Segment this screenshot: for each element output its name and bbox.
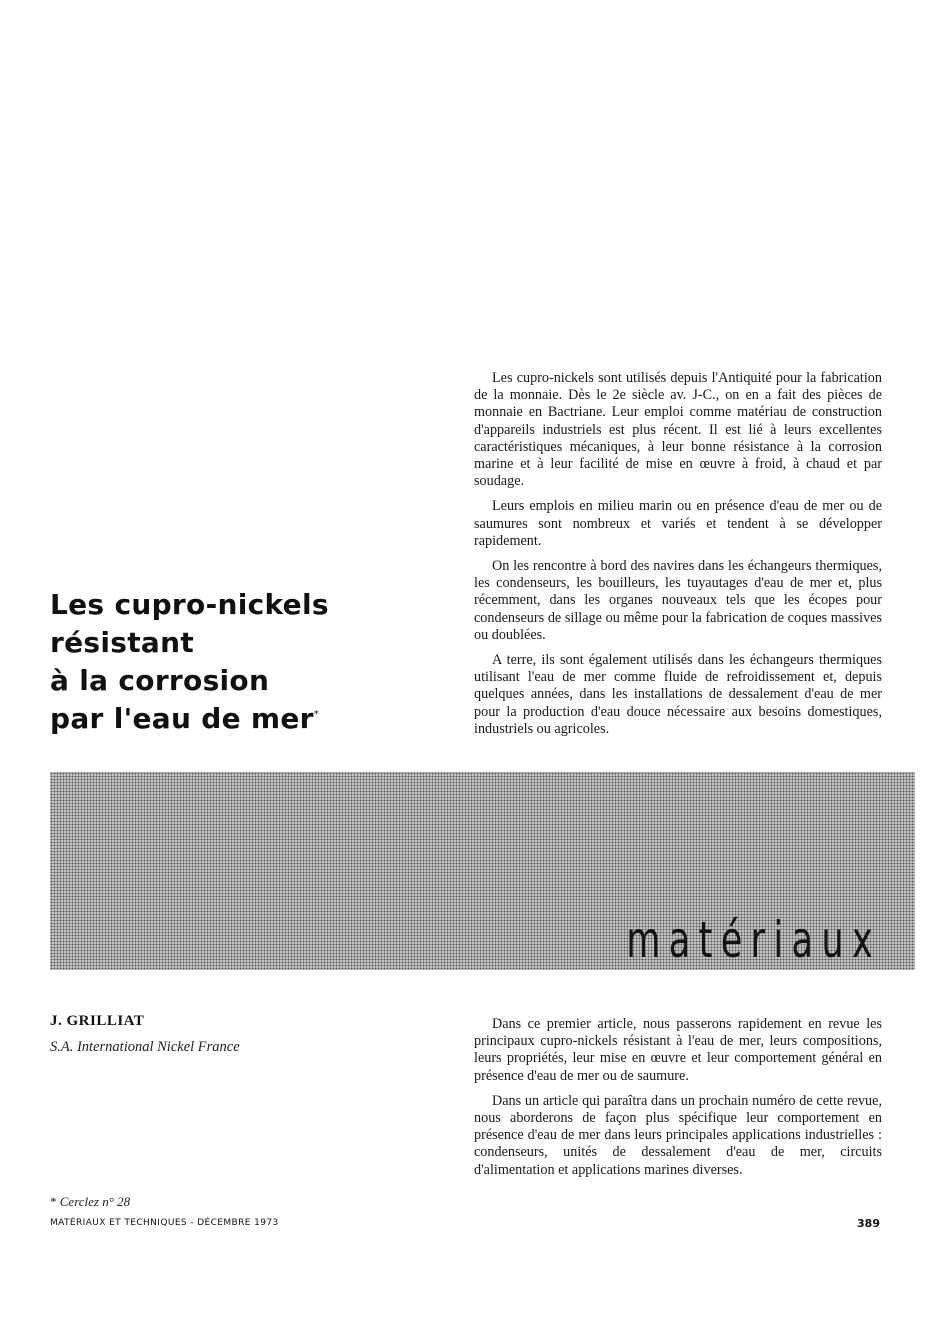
title-line-4: par l'eau de mer (50, 702, 314, 735)
title-footnote-mark: * (313, 709, 320, 720)
intro-column (474, 370, 882, 746)
lower-column (474, 1016, 882, 1187)
author-affiliation: S.A. International Nickel France (50, 1039, 240, 1055)
lower-paragraph: Dans ce premier article, nous passerons rapidement en revue les principaux cupro-nickels résistant à l'eau de mer, leurs compositions, leurs propriétés, leur mise en œuvre et leur comportement général en présence d'eau de mer ou de saumure. (474, 1016, 882, 1084)
title-line-2: résistant (50, 626, 195, 659)
intro-paragraph: A terre, ils sont également utilisés dans les échangeurs thermiques utilisant l'eau de mer comme fluide de refroidissement et, depuis quelques années, dans les installations de dessalement d'eau de mer pour la production d'eau douce nécessaire aux besoins domestiques, industriels ou agricoles. (474, 652, 882, 737)
journal-footer: MATÉRIAUX ET TECHNIQUES - DÉCEMBRE 1973 (50, 1218, 279, 1228)
title-line-1: Les cupro-nickels (50, 588, 329, 621)
section-banner (50, 772, 915, 970)
author-name: J. GRILLIAT (50, 1013, 145, 1029)
intro-paragraph: On les rencontre à bord des navires dans les échangeurs thermiques, les condenseurs, les bouilleurs, les tuyautages d'eau de mer et, plus récemment, dans les organes nouveaux tels que les écopes pour condenseurs de sillage ou même pour la fabrication de coques massives ou doublées. (474, 558, 882, 643)
footnote-mark: * (50, 1194, 57, 1209)
intro-paragraph: Leurs emplois en milieu marin ou en présence d'eau de mer ou de saumures sont nombreux et variés et tendent à se développer rapidement. (474, 498, 882, 549)
footnote-text: Cerclez n° 28 (59, 1194, 131, 1209)
title-line-3: à la corrosion (50, 664, 270, 697)
footnote (50, 1194, 130, 1210)
section-word: matériaux (626, 911, 881, 969)
page-number: 389 (857, 1217, 880, 1230)
lower-paragraph: Dans un article qui paraîtra dans un prochain numéro de cette revue, nous aborderons de façon plus spécifique leur comportement en présence d'eau de mer dans leurs principales applications industrielles : condenseurs, unités de dessalement d'eau de mer, circuits d'alimentation et applications marines diverses. (474, 1092, 882, 1178)
intro-paragraph: Les cupro-nickels sont utilisés depuis l'Antiquité pour la fabrication de la monnaie. Dès le 2e siècle av. J-C., on en a fait des pièces de monnaie en Bactriane. Leur emploi comme matériau de construction d'appareils industriels est plus récent. Il est lié à leurs excellentes caractéristiques mécaniques, à leur bonne résistance à la corrosion marine et à leur facilité de mise en œuvre à froid, à chaud et par soudage. (474, 370, 882, 490)
article-title (50, 586, 450, 738)
